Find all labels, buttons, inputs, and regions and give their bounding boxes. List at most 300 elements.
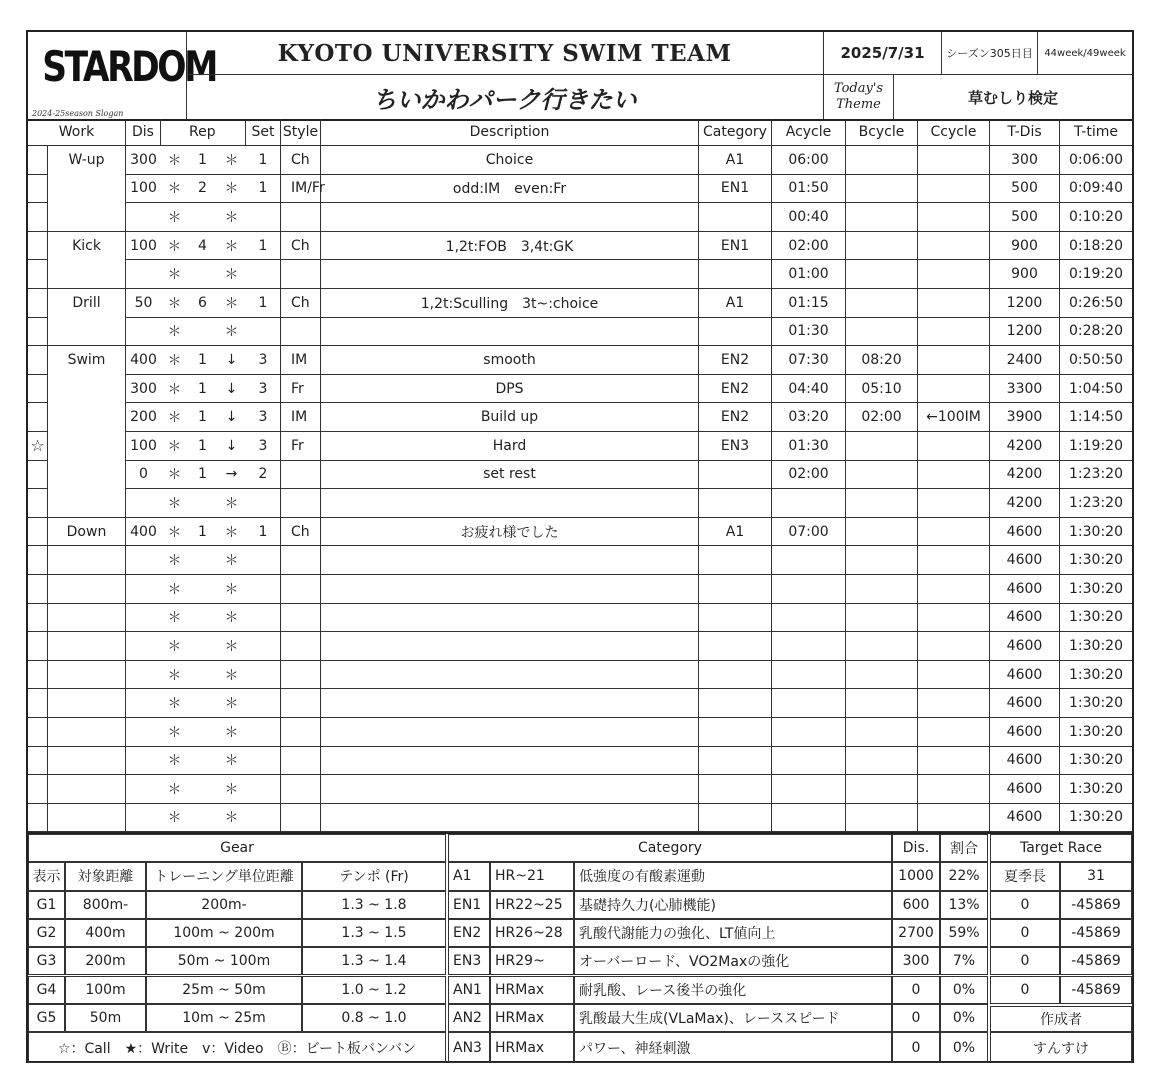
cell-style	[281, 689, 321, 718]
cell-set: 1	[246, 146, 281, 175]
cell-desc	[321, 804, 699, 832]
cell-s2: →	[217, 461, 246, 490]
cell-rep	[188, 718, 217, 747]
cell-desc: 1,2t:FOB 3,4t:GK	[321, 232, 699, 261]
cell-tdis: 4600	[990, 604, 1060, 633]
cell-c	[918, 175, 990, 204]
cell-mark	[28, 146, 48, 175]
cell-style	[281, 461, 321, 490]
cell-style: Fr	[281, 375, 321, 404]
cell-b	[846, 318, 918, 347]
cell-dis: 0	[126, 461, 161, 490]
author-name: すんすけ	[990, 1032, 1132, 1063]
cell-s1: ＊	[161, 432, 188, 461]
cell-a	[772, 546, 846, 575]
cell-style: Ch	[281, 146, 321, 175]
cell-mark	[28, 747, 48, 776]
cell-mark	[28, 718, 48, 747]
cell-s1: ＊	[161, 718, 188, 747]
cell-a: 01:50	[772, 175, 846, 204]
cell-c	[918, 346, 990, 375]
cell-b	[846, 289, 918, 318]
cell-a	[772, 775, 846, 804]
cell-dis: 400	[126, 346, 161, 375]
cell-c: ←100IM	[918, 403, 990, 432]
cell-a: 06:00	[772, 146, 846, 175]
cell-mark	[28, 489, 48, 518]
cell-ttime: 1:30:20	[1060, 575, 1132, 604]
category-ratio-header: 割合	[940, 834, 988, 862]
cell-style: IM	[281, 403, 321, 432]
cell-b: 02:00	[846, 403, 918, 432]
cell-set	[246, 632, 281, 661]
cell-rep	[188, 203, 217, 232]
menu-table	[28, 119, 1132, 834]
cell-set	[246, 661, 281, 690]
gear-cell: G2	[28, 919, 65, 947]
category-cell: 乳酸最大生成(VLaMax)、レーススピード	[574, 1004, 892, 1032]
gear-cell: 200m	[65, 947, 146, 975]
cell-dis	[126, 604, 161, 633]
cell-work	[48, 604, 126, 633]
cell-b	[846, 461, 918, 490]
cell-set: 1	[246, 289, 281, 318]
cell-work	[48, 489, 126, 518]
logo-box	[28, 32, 216, 119]
cell-rep	[188, 318, 217, 347]
cell-cat	[699, 718, 772, 747]
cell-s2: ＊	[217, 232, 246, 261]
category-dis-header: Dis.	[892, 834, 940, 862]
gear-cell: G4	[28, 976, 65, 1004]
cell-work: Swim	[48, 346, 126, 375]
cell-set	[246, 546, 281, 575]
cell-cat	[699, 661, 772, 690]
season-day: シーズン305日目	[942, 32, 1038, 75]
cell-a: 03:20	[772, 403, 846, 432]
cell-mark	[28, 604, 48, 633]
cell-s2: ＊	[217, 604, 246, 633]
cell-rep	[188, 689, 217, 718]
cell-c	[918, 604, 990, 633]
cell-c	[918, 804, 990, 832]
cell-s1: ＊	[161, 318, 188, 347]
cell-work	[48, 203, 126, 232]
cell-work	[48, 432, 126, 461]
cell-work	[48, 318, 126, 347]
cell-b	[846, 747, 918, 776]
cell-s1: ＊	[161, 632, 188, 661]
category-cell: 13%	[940, 891, 988, 919]
cell-ttime: 0:28:20	[1060, 318, 1132, 347]
category-cell: オーバーロード、VO2Maxの強化	[574, 947, 892, 975]
cell-s2: ＊	[217, 146, 246, 175]
cell-c	[918, 632, 990, 661]
cell-work: Kick	[48, 232, 126, 261]
cell-a	[772, 632, 846, 661]
cell-cat	[699, 804, 772, 832]
cell-ttime: 0:19:20	[1060, 260, 1132, 289]
cell-style	[281, 575, 321, 604]
cell-desc	[321, 318, 699, 347]
cell-desc	[321, 575, 699, 604]
cell-s1: ＊	[161, 232, 188, 261]
cell-s1: ＊	[161, 489, 188, 518]
cell-s2: ＊	[217, 632, 246, 661]
cell-tdis: 4200	[990, 489, 1060, 518]
cell-desc	[321, 604, 699, 633]
cell-desc	[321, 689, 699, 718]
cell-set: 1	[246, 175, 281, 204]
cell-s2: ＊	[217, 175, 246, 204]
cell-tdis: 2400	[990, 346, 1060, 375]
cell-c	[918, 775, 990, 804]
cell-tdis: 300	[990, 146, 1060, 175]
cell-tdis: 3900	[990, 403, 1060, 432]
cell-ttime: 0:26:50	[1060, 289, 1132, 318]
cell-mark	[28, 575, 48, 604]
cell-cat	[699, 747, 772, 776]
cell-work	[48, 718, 126, 747]
cell-mark	[28, 289, 48, 318]
cell-set: 3	[246, 432, 281, 461]
week-count: 44week/49week	[1038, 32, 1132, 75]
cell-ttime: 1:23:20	[1060, 489, 1132, 518]
theme-label-line2: Theme	[836, 97, 881, 112]
cell-set: 3	[246, 403, 281, 432]
cell-b	[846, 775, 918, 804]
cell-cat: A1	[699, 518, 772, 547]
cell-rep: 1	[188, 461, 217, 490]
category-cell: 0%	[940, 1004, 988, 1032]
cell-mark	[28, 689, 48, 718]
cell-a	[772, 604, 846, 633]
cell-desc	[321, 546, 699, 575]
cell-ttime: 1:30:20	[1060, 775, 1132, 804]
cell-work: W-up	[48, 146, 126, 175]
cell-c	[918, 489, 990, 518]
cell-mark	[28, 175, 48, 204]
cell-mark	[28, 775, 48, 804]
cell-work: Down	[48, 518, 126, 547]
cell-a	[772, 661, 846, 690]
cell-dis	[126, 546, 161, 575]
target-race-name: 夏季長	[990, 862, 1060, 890]
cell-cat	[699, 546, 772, 575]
cell-b	[846, 203, 918, 232]
cell-set	[246, 203, 281, 232]
cell-desc	[321, 203, 699, 232]
cell-ttime: 1:14:50	[1060, 403, 1132, 432]
cell-dis	[126, 260, 161, 289]
cell-work	[48, 403, 126, 432]
cell-desc: odd:IM even:Fr	[321, 175, 699, 204]
cell-a: 01:15	[772, 289, 846, 318]
target-race-days: -45869	[1060, 891, 1132, 919]
cell-rep: 1	[188, 375, 217, 404]
cell-work	[48, 632, 126, 661]
cell-s2: ＊	[217, 203, 246, 232]
cell-set	[246, 718, 281, 747]
cell-a	[772, 747, 846, 776]
category-cell: EN1	[448, 891, 490, 919]
style-header: Style	[281, 119, 321, 146]
cell-cat	[699, 489, 772, 518]
todays-theme: 草むしり検定	[967, 88, 1058, 107]
gear-header: 対象距離	[65, 862, 146, 890]
category-cell: 300	[892, 947, 940, 975]
cell-s2: ＊	[217, 689, 246, 718]
bcycle-header: Bcycle	[846, 119, 918, 146]
cell-desc: Hard	[321, 432, 699, 461]
cell-desc	[321, 489, 699, 518]
cell-dis	[126, 632, 161, 661]
cell-cat	[699, 632, 772, 661]
cell-tdis: 4600	[990, 632, 1060, 661]
cell-b	[846, 232, 918, 261]
gear-cell: G3	[28, 947, 65, 975]
cell-rep	[188, 804, 217, 832]
cell-c	[918, 289, 990, 318]
cell-tdis: 4600	[990, 546, 1060, 575]
cell-s2: ＊	[217, 489, 246, 518]
cell-tdis: 1200	[990, 318, 1060, 347]
gear-cell: G1	[28, 891, 65, 919]
cell-cat	[699, 775, 772, 804]
cell-ttime: 0:50:50	[1060, 346, 1132, 375]
cell-style	[281, 604, 321, 633]
cell-cat: EN2	[699, 403, 772, 432]
cell-work	[48, 546, 126, 575]
cell-cat: EN2	[699, 346, 772, 375]
cell-tdis: 900	[990, 232, 1060, 261]
cell-a: 04:40	[772, 375, 846, 404]
author-label: 作成者	[990, 1006, 1132, 1032]
cell-rep: 4	[188, 232, 217, 261]
gear-cell: 1.3 ~ 1.5	[302, 919, 446, 947]
cell-mark	[28, 346, 48, 375]
season-slogan: ちいかわパーク行きたい	[186, 75, 824, 119]
cell-mark	[28, 232, 48, 261]
cell-tdis: 4600	[990, 775, 1060, 804]
cell-style	[281, 260, 321, 289]
cell-dis: 100	[126, 175, 161, 204]
cell-s2: ↓	[217, 403, 246, 432]
season-slogan-label: 2024-25season Slogan	[32, 109, 124, 118]
cell-s2: ＊	[217, 260, 246, 289]
cell-tdis: 4200	[990, 432, 1060, 461]
cell-s1: ＊	[161, 546, 188, 575]
cell-set	[246, 575, 281, 604]
dis-header: Dis	[126, 119, 161, 146]
cell-a: 01:30	[772, 432, 846, 461]
cell-s2: ＊	[217, 775, 246, 804]
cell-a: 00:40	[772, 203, 846, 232]
gear-legend: ☆：Call ★：Write v：Video Ⓑ：ビート板バンバン	[28, 1032, 446, 1063]
cell-mark	[28, 403, 48, 432]
cell-work	[48, 575, 126, 604]
cell-cat	[699, 318, 772, 347]
cell-cat	[699, 260, 772, 289]
cell-rep	[188, 775, 217, 804]
cell-a: 07:30	[772, 346, 846, 375]
category-cell: HR26~28	[490, 919, 574, 947]
cell-work	[48, 175, 126, 204]
cell-c	[918, 546, 990, 575]
cell-c	[918, 575, 990, 604]
cell-b: 08:20	[846, 346, 918, 375]
cell-s1: ＊	[161, 661, 188, 690]
cell-tdis: 4600	[990, 518, 1060, 547]
cell-a	[772, 718, 846, 747]
category-cell: 0	[892, 976, 940, 1004]
cell-desc	[321, 747, 699, 776]
category-cell: HR22~25	[490, 891, 574, 919]
cell-ttime: 1:19:20	[1060, 432, 1132, 461]
cell-desc: set rest	[321, 461, 699, 490]
cell-style: Fr	[281, 432, 321, 461]
cell-mark	[28, 260, 48, 289]
cell-tdis: 500	[990, 175, 1060, 204]
cell-ttime: 0:18:20	[1060, 232, 1132, 261]
gear-cell: 1.0 ~ 1.2	[302, 976, 446, 1004]
gear-cell: 50m ~ 100m	[146, 947, 302, 975]
cell-set: 1	[246, 232, 281, 261]
cell-ttime: 1:04:50	[1060, 375, 1132, 404]
cell-c	[918, 747, 990, 776]
gear-cell: 100m	[65, 976, 146, 1004]
target-race-days: 31	[1060, 862, 1132, 890]
cell-mark	[28, 518, 48, 547]
cell-s1: ＊	[161, 260, 188, 289]
cell-work	[48, 375, 126, 404]
cell-cat	[699, 689, 772, 718]
cell-ttime: 1:30:20	[1060, 747, 1132, 776]
gear-header: 表示	[28, 862, 65, 890]
cell-b	[846, 518, 918, 547]
cell-desc: Build up	[321, 403, 699, 432]
cell-s2: ＊	[217, 747, 246, 776]
category-cell: 乳酸代謝能力の強化、LT値向上	[574, 919, 892, 947]
category-cell: AN1	[448, 976, 490, 1004]
gear-cell: G5	[28, 1004, 65, 1032]
cell-s2: ＊	[217, 518, 246, 547]
cell-ttime: 1:30:20	[1060, 546, 1132, 575]
cell-b	[846, 146, 918, 175]
cell-b: 05:10	[846, 375, 918, 404]
cell-tdis: 1200	[990, 289, 1060, 318]
gear-cell: 1.3 ~ 1.8	[302, 891, 446, 919]
cell-ttime: 0:09:40	[1060, 175, 1132, 204]
cell-a: 07:00	[772, 518, 846, 547]
cell-c	[918, 461, 990, 490]
cell-s1: ＊	[161, 518, 188, 547]
cell-dis	[126, 747, 161, 776]
cell-desc	[321, 661, 699, 690]
cell-set	[246, 747, 281, 776]
cell-c	[918, 375, 990, 404]
cell-desc	[321, 775, 699, 804]
cell-dis	[126, 775, 161, 804]
cell-rep: 1	[188, 146, 217, 175]
cell-a: 01:00	[772, 260, 846, 289]
cell-dis: 200	[126, 403, 161, 432]
cell-rep	[188, 575, 217, 604]
cell-mark	[28, 461, 48, 490]
work-header: Work	[28, 119, 126, 146]
cell-tdis: 4600	[990, 689, 1060, 718]
cell-desc: DPS	[321, 375, 699, 404]
category-cell: HRMax	[490, 1032, 574, 1063]
category-cell: AN2	[448, 1004, 490, 1032]
cell-dis: 100	[126, 432, 161, 461]
cell-b	[846, 260, 918, 289]
cell-a: 02:00	[772, 461, 846, 490]
cell-mark	[28, 632, 48, 661]
gear-cell: 25m ~ 50m	[146, 976, 302, 1004]
cell-style	[281, 661, 321, 690]
cell-ttime: 0:06:00	[1060, 146, 1132, 175]
cell-s1: ＊	[161, 575, 188, 604]
cell-b	[846, 432, 918, 461]
cell-dis	[126, 804, 161, 832]
cell-s1: ＊	[161, 804, 188, 832]
cell-s1: ＊	[161, 289, 188, 318]
cell-c	[918, 518, 990, 547]
cell-b	[846, 175, 918, 204]
cell-c	[918, 203, 990, 232]
cell-s2: ＊	[217, 718, 246, 747]
cell-work	[48, 260, 126, 289]
category-cell: EN2	[448, 919, 490, 947]
cell-rep	[188, 489, 217, 518]
cell-rep	[188, 546, 217, 575]
cell-desc	[321, 260, 699, 289]
cell-s1: ＊	[161, 146, 188, 175]
cell-mark	[28, 318, 48, 347]
cell-work: Drill	[48, 289, 126, 318]
cell-style	[281, 318, 321, 347]
cell-rep	[188, 747, 217, 776]
category-cell: 22%	[940, 862, 988, 890]
cell-ttime: 1:30:20	[1060, 518, 1132, 547]
target-race-name: 0	[990, 891, 1060, 919]
cell-set: 3	[246, 346, 281, 375]
cell-set: 2	[246, 461, 281, 490]
cell-style	[281, 775, 321, 804]
cell-dis: 50	[126, 289, 161, 318]
cell-c	[918, 232, 990, 261]
gear-cell: 100m ~ 200m	[146, 919, 302, 947]
cell-rep	[188, 661, 217, 690]
category-cell: 59%	[940, 919, 988, 947]
cell-mark	[28, 203, 48, 232]
target-race-days: -45869	[1060, 947, 1132, 975]
cell-s1: ＊	[161, 461, 188, 490]
target-race-title: Target Race	[990, 834, 1132, 862]
cell-s2: ↓	[217, 346, 246, 375]
category-header: Category	[699, 119, 772, 146]
cell-dis	[126, 318, 161, 347]
cell-set	[246, 318, 281, 347]
cell-s1: ＊	[161, 346, 188, 375]
cell-cat: A1	[699, 146, 772, 175]
cell-b	[846, 689, 918, 718]
category-cell: 0	[892, 1004, 940, 1032]
cell-ttime: 0:10:20	[1060, 203, 1132, 232]
tdis-header: T-Dis	[990, 119, 1060, 146]
target-race-days: -45869	[1060, 976, 1132, 1004]
